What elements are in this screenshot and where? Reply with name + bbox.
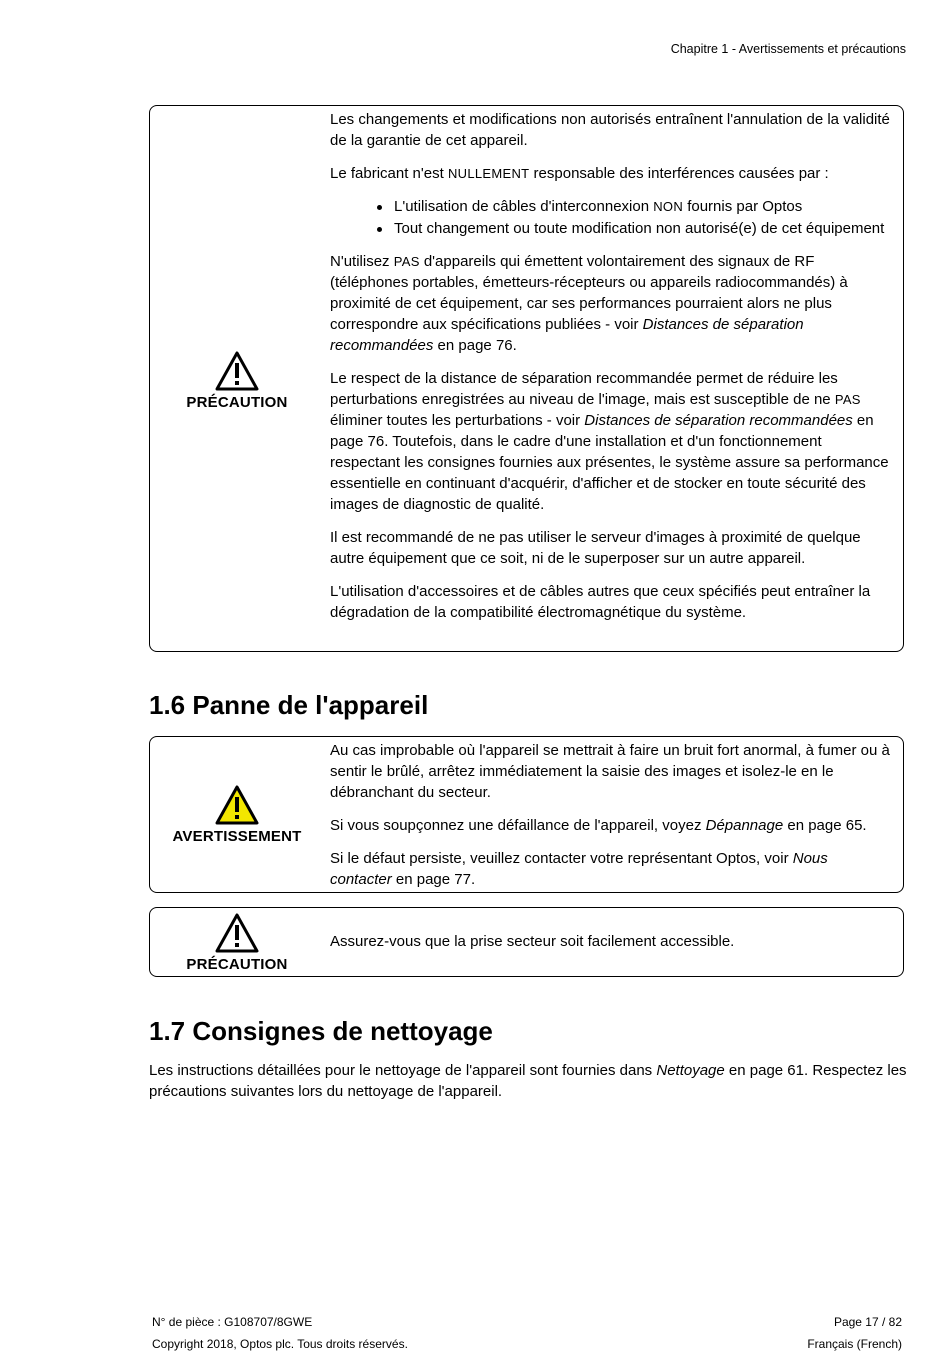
caution-box: [149, 105, 904, 652]
caution-label-column: [150, 908, 324, 976]
interference-list: [330, 196, 890, 239]
cross-reference-link[interactable]: Dépannage: [705, 817, 784, 834]
warning-box: [149, 736, 904, 893]
section-heading: 1.6 Panne de l'appareil: [149, 690, 429, 720]
caution-label: PRÉCAUTION: [186, 394, 288, 411]
warning-triangle-icon: [214, 784, 260, 826]
footer-language: Français (French): [807, 1337, 902, 1351]
running-header: Chapitre 1 - Avertissements et précautions: [670, 42, 906, 56]
footer-page-number: Page 17 / 82: [833, 1315, 902, 1329]
section-heading: 1.7 Consignes de nettoyage: [149, 1016, 493, 1046]
list-item: Tout changement ou toute modification non autorisé(e) de cet équipement: [394, 218, 890, 239]
caution-label: PRÉCAUTION: [186, 956, 288, 973]
noise-smoke-paragraph: Au cas improbable où l'appareil se mettrait à faire un bruit fort anormal, à fumer ou à sentir le brûlé, arrêtez immédiatement la saisie des images et isolez-le en le débranchant du secteur.: [330, 742, 890, 801]
contact-paragraph: Si le défaut persiste, veuillez contacter votre représentant Optos, voir Nous contacter en page 77.: [330, 850, 828, 888]
accessories-paragraph: L'utilisation d'accessoires et de câbles autres que ceux spécifiés peut entraîner la dégradation de la compatibilité électromagnétique du système.: [330, 583, 871, 621]
caution-label-column: [150, 106, 324, 651]
outlet-paragraph: Assurez-vous que la prise secteur soit facilement accessible.: [330, 933, 735, 950]
warning-triangle-icon: [214, 350, 260, 392]
cross-reference-link[interactable]: Nous contacter: [330, 850, 828, 888]
failure-paragraph: Si vous soupçonnez une défaillance de l'appareil, voyez Dépannage en page 65.: [330, 817, 867, 834]
cross-reference-link[interactable]: Nettoyage: [656, 1062, 725, 1079]
warranty-paragraph: Les changements et modifications non autorisés entraînent l'annulation de la validité de la garantie de cet appareil.: [330, 111, 890, 149]
cross-reference-link[interactable]: Distances de séparation recommandées: [584, 412, 853, 429]
rf-paragraph: N'utilisez PAS d'appareils qui émettent volontairement des signaux de RF (téléphones portables, émetteurs-récepteurs ou appareils radiocommandés) à proximité de cet équipement, car ses performances pourraient alors ne plus correspondre aux spécifications publiées - voir Distances de séparation recommandées en page 76.: [330, 253, 848, 354]
warning-label-column: [150, 737, 324, 892]
list-item: L'utilisation de câbles d'interconnexion NON fournis par Optos: [394, 196, 890, 217]
warning-label: AVERTISSEMENT: [172, 828, 302, 845]
separation-paragraph: Le respect de la distance de séparation recommandée permet de réduire les perturbations enregistrées au niveau de l'image, mais est susceptible de ne PAS éliminer toutes les perturbations - voir Distances de séparation recommandées en page 76. Toutefois, dans le cadre d'une installation et d'un fonctionnement respectant les consignes fournies aux présentes, le système assure sa performance essentielle en continuant d'acquérir, d'afficher et de stocker en toute sécurité des images de diagnostic de qualité.: [330, 370, 889, 513]
caution-box: [149, 907, 904, 977]
manufacturer-paragraph: Le fabricant n'est NULLEMENT responsable des interférences causées par :: [330, 165, 829, 182]
cross-reference-link[interactable]: Distances de séparation recommandées: [330, 316, 804, 354]
footer-copyright: Copyright 2018, Optos plc. Tous droits réservés.: [152, 1337, 408, 1351]
warning-triangle-icon: [214, 912, 260, 954]
footer-part-number: N° de pièce : G108707/8GWE: [152, 1315, 313, 1329]
cleaning-intro-paragraph: Les instructions détaillées pour le nettoyage de l'appareil sont fournies dans Nettoyage en page 61. Respectez les précautions suivantes lors du nettoyage de l'appareil.: [149, 1062, 907, 1100]
server-paragraph: Il est recommandé de ne pas utiliser le serveur d'images à proximité de quelque autre équipement que ce soit, ni de le superposer sur un autre appareil.: [330, 529, 861, 567]
